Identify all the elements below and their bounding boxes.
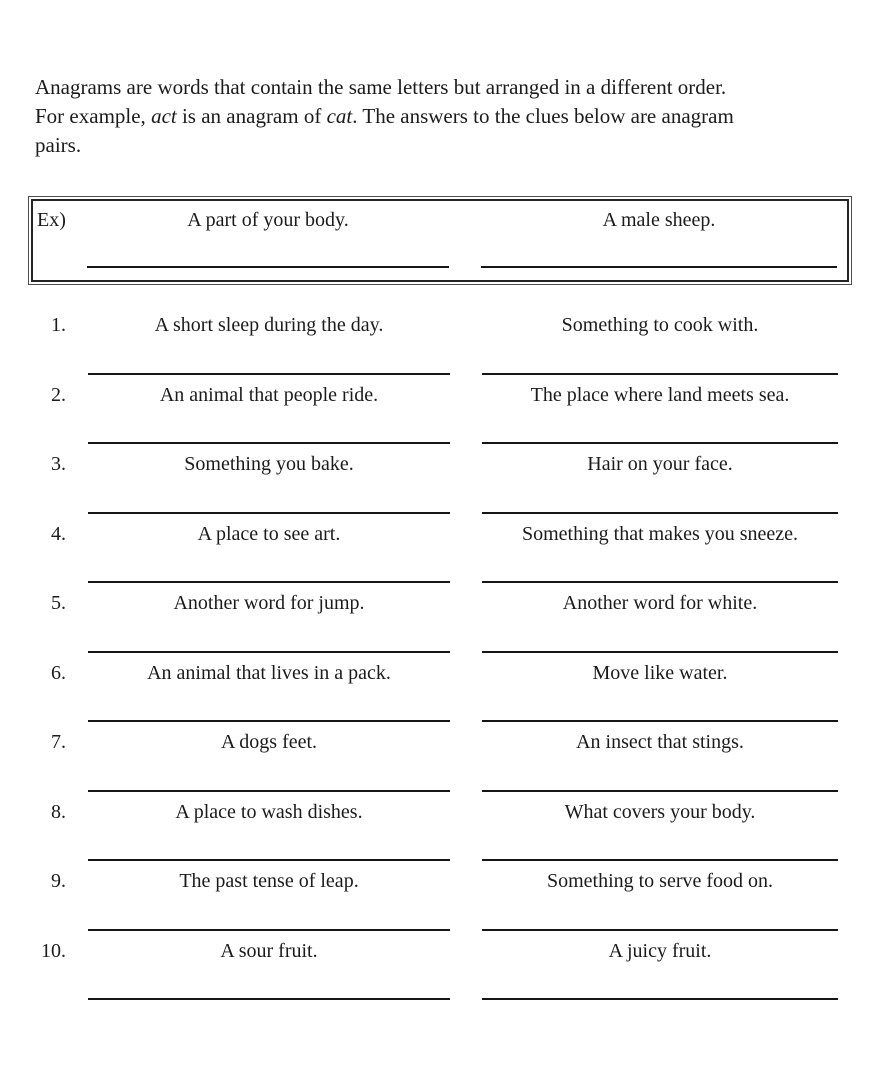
column-gap xyxy=(450,442,482,444)
column-gap xyxy=(450,660,482,686)
intro-text: For example, xyxy=(35,104,152,128)
column-gap xyxy=(450,312,482,338)
example-left-clue: A part of your body. xyxy=(187,209,349,231)
answer-blank-right[interactable] xyxy=(482,998,838,1000)
intro-text: Anagrams are words that contain the same letters but arranged in a different order. xyxy=(35,75,727,99)
example-box-inner xyxy=(31,199,849,282)
column-gap xyxy=(450,720,482,722)
row-number: 2. xyxy=(51,383,66,406)
answer-row xyxy=(30,373,880,375)
column-gap xyxy=(449,207,481,233)
row-number: 5. xyxy=(51,592,66,614)
number-spacer xyxy=(30,442,88,444)
answer-row xyxy=(30,512,880,514)
clue-text-row xyxy=(30,862,880,894)
clue-list xyxy=(0,306,880,1001)
intro-text: pairs. xyxy=(35,133,82,157)
clue-row-6 xyxy=(0,654,880,724)
answer-blank-left[interactable] xyxy=(88,720,450,722)
answer-row xyxy=(30,790,880,792)
answer-blank-right[interactable] xyxy=(482,720,838,722)
answer-row xyxy=(30,929,880,931)
clue-text-row xyxy=(30,376,880,408)
column-gap xyxy=(450,382,482,408)
right-clue: Move like water. xyxy=(592,661,728,684)
clue-row-9 xyxy=(0,862,880,932)
row-number: 6. xyxy=(51,661,66,684)
right-clue: What covers your body. xyxy=(564,800,756,823)
example-label: Ex) xyxy=(37,209,66,231)
left-clue: An animal that people ride. xyxy=(159,383,379,406)
answer-blank-right[interactable] xyxy=(482,512,838,514)
number-spacer xyxy=(30,720,88,722)
column-gap xyxy=(450,651,482,653)
row-number: 1. xyxy=(51,314,66,336)
left-clue: A short sleep during the day. xyxy=(154,314,384,336)
left-clue: A place to wash dishes. xyxy=(175,800,363,823)
clue-text-row xyxy=(30,445,880,477)
row-number: 8. xyxy=(51,800,66,823)
answer-row xyxy=(30,581,880,583)
column-gap xyxy=(450,929,482,931)
number-spacer xyxy=(30,929,88,931)
number-spacer xyxy=(30,512,88,514)
right-clue: An insect that stings. xyxy=(576,731,744,753)
right-clue: Something that makes you sneeze. xyxy=(521,522,799,545)
clue-text-row xyxy=(30,654,880,686)
intro-text: is an anagram of xyxy=(176,104,327,128)
column-gap xyxy=(450,799,482,825)
clue-row-3 xyxy=(0,445,880,515)
column-gap xyxy=(450,512,482,514)
answer-blank-right[interactable] xyxy=(482,442,838,444)
answer-blank-right[interactable] xyxy=(482,581,838,583)
example-right-clue: A male sheep. xyxy=(602,209,716,231)
intro-line-1 xyxy=(35,73,846,102)
answer-row xyxy=(30,998,880,1000)
row-number: 10. xyxy=(41,939,66,962)
answer-blank-left[interactable] xyxy=(88,373,450,375)
column-gap xyxy=(450,729,482,755)
left-clue: Something you bake. xyxy=(184,453,354,475)
answer-blank-right[interactable] xyxy=(482,929,838,931)
column-gap xyxy=(450,938,482,964)
clue-text-row xyxy=(30,584,880,616)
number-spacer xyxy=(30,581,88,583)
clue-row-5 xyxy=(0,584,880,654)
number-spacer xyxy=(30,373,88,375)
clue-row-8 xyxy=(0,793,880,863)
row-number: 3. xyxy=(51,453,66,475)
number-spacer xyxy=(33,266,87,268)
example-answer-row xyxy=(33,266,847,268)
left-clue: A sour fruit. xyxy=(220,939,318,962)
right-clue: Something to serve food on. xyxy=(546,870,774,892)
answer-blank-left[interactable] xyxy=(88,651,450,653)
left-clue: Another word for jump. xyxy=(173,592,365,614)
answer-blank-left[interactable] xyxy=(88,929,450,931)
column-gap xyxy=(449,266,481,268)
row-number: 9. xyxy=(51,870,66,892)
example-box xyxy=(28,196,852,285)
left-clue: An animal that lives in a pack. xyxy=(147,661,391,684)
clue-row-7 xyxy=(0,723,880,793)
column-gap xyxy=(450,998,482,1000)
answer-blank-left[interactable] xyxy=(88,859,450,861)
left-clue: The past tense of leap. xyxy=(179,870,359,892)
clue-text-row xyxy=(30,932,880,964)
example-clue-row xyxy=(33,207,847,233)
clue-row-1 xyxy=(0,306,880,376)
intro-line-3 xyxy=(35,131,846,160)
clue-text-row xyxy=(30,793,880,825)
answer-blank-left[interactable] xyxy=(88,581,450,583)
intro-paragraph xyxy=(0,0,880,160)
column-gap xyxy=(450,590,482,616)
answer-blank-example-left[interactable] xyxy=(87,266,449,268)
number-spacer xyxy=(30,651,88,653)
number-spacer xyxy=(30,998,88,1000)
answer-blank-right[interactable] xyxy=(482,859,838,861)
clue-row-4 xyxy=(0,515,880,585)
column-gap xyxy=(450,790,482,792)
intro-italic-word: cat xyxy=(326,104,353,128)
answer-blank-right[interactable] xyxy=(482,651,838,653)
column-gap xyxy=(450,868,482,894)
answer-row xyxy=(30,442,880,444)
right-clue: Something to cook with. xyxy=(561,314,759,336)
answer-row xyxy=(30,720,880,722)
answer-blank-left[interactable] xyxy=(88,512,450,514)
left-clue: A dogs feet. xyxy=(220,731,318,753)
answer-row xyxy=(30,651,880,653)
column-gap xyxy=(450,451,482,477)
column-gap xyxy=(450,373,482,375)
intro-line-2 xyxy=(35,102,846,131)
clue-row-2 xyxy=(0,376,880,446)
answer-blank-right[interactable] xyxy=(482,790,838,792)
column-gap xyxy=(450,859,482,861)
answer-blank-example-right[interactable] xyxy=(481,266,837,268)
number-spacer xyxy=(30,790,88,792)
clue-text-row xyxy=(30,515,880,547)
answer-row xyxy=(30,859,880,861)
clue-text-row xyxy=(30,306,880,338)
row-number: 7. xyxy=(51,731,66,753)
clue-text-row xyxy=(30,723,880,755)
column-gap xyxy=(450,581,482,583)
left-clue: A place to see art. xyxy=(197,522,341,545)
answer-blank-right[interactable] xyxy=(482,373,838,375)
number-spacer xyxy=(30,859,88,861)
answer-blank-left[interactable] xyxy=(88,790,450,792)
row-number: 4. xyxy=(51,522,66,545)
answer-blank-left[interactable] xyxy=(88,998,450,1000)
right-clue: Another word for white. xyxy=(562,592,758,614)
clue-row-10 xyxy=(0,932,880,1002)
intro-italic-word: act xyxy=(151,104,177,128)
intro-text: . The answers to the clues below are anagram xyxy=(352,104,734,128)
column-gap xyxy=(450,521,482,547)
right-clue: A juicy fruit. xyxy=(608,939,712,962)
right-clue: The place where land meets sea. xyxy=(530,383,790,406)
right-clue: Hair on your face. xyxy=(587,453,733,475)
answer-blank-left[interactable] xyxy=(88,442,450,444)
